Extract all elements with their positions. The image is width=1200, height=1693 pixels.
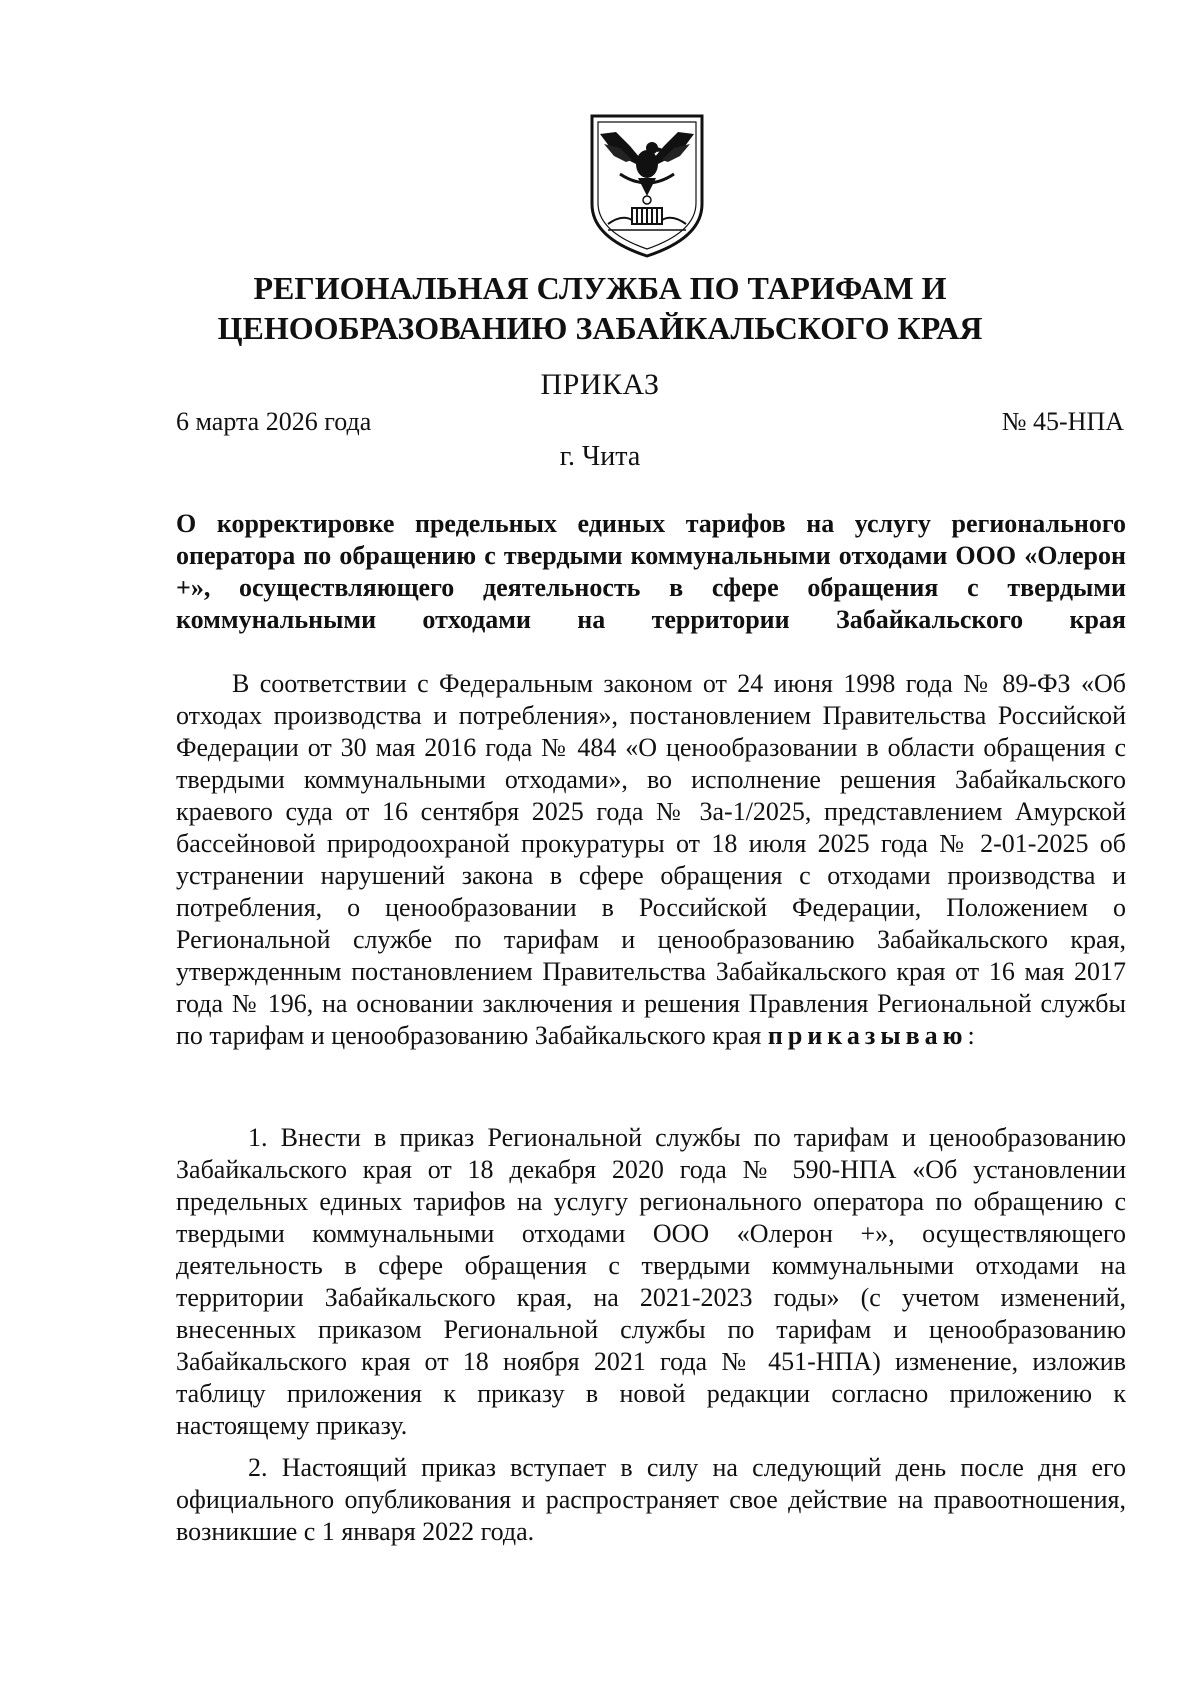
document-date: 6 марта 2026 года [176, 407, 372, 436]
order-item-1: 1. Внести в приказ Региональной службы по тарифам и ценообразованию Забайкальского края от 18 декабря 2020 года № 590-НПА «Об установлении предельных единых тарифов на услугу регионального оператора по обращению с твердыми коммунальными отходами ООО «Олерон +», осуществляющего деятельность в сфере обращения с твердыми коммунальными отходами на территории Забайкальского края, на 2021-2023 годы» (с учетом изменений, внесенных приказом Региональной службы по тарифам и ценообразованию Забайкальского края от 18 ноября 2021 года № 451-НПА) изменение, изложив таблицу приложения к приказу в новой редакции согласно приложению к настоящему приказу. [176, 1123, 1126, 1440]
preamble-text: В соответствии с Федеральным законом от 24 июня 1998 года № 89-ФЗ «Об отходах производства и потребления», постановлением Правительства Российской Федерации от 30 мая 2016 года № 484 «О ценообразовании в области обращения с твердыми коммунальными отходами», во исполнение решения Забайкальского краевого суда от 16 сентября 2025 года № 3а-1/2025, представлением Амурской бассейновой природоохраной прокуратуры от 18 июля 2025 года № 2-01-2025 об устранении нарушений закона в сфере обращения с отходами производства и потребления, о ценообразовании в Российской Федерации, Положением о Региональной службе по тарифам и ценообразованию Забайкальского края, утвержденным постановлением Правительства Забайкальского края от 16 мая 2017 года № 196, на основании заключения и решения Правления Региональной службы по тарифам и ценообразованию Забайкальского края [176, 669, 1126, 1050]
preamble-colon: : [967, 1021, 975, 1050]
organization-title-line-2: ЦЕНООБРАЗОВАНИЮ ЗАБАЙКАЛЬСКОГО КРАЯ [217, 310, 983, 346]
document-number: № 45-НПА [1001, 407, 1124, 436]
document-subject: О корректировке предельных единых тарифов на услугу регионального оператора по обращению с твердыми коммунальными отходами ООО «Олерон +», осуществляющего деятельность в сфере обращения с твердыми коммунальными отходами на территории Забайкальского края [176, 509, 1126, 634]
document-type: ПРИКАЗ [540, 368, 660, 401]
order-word: приказываю [767, 1021, 968, 1050]
order-item-2: 2. Настоящий приказ вступает в силу на следующий день после дня его официального опубликования и распространяет свое действие на правоотношения, возникшие с 1 января 2022 года. [176, 1453, 1126, 1546]
preamble-paragraph [176, 668, 1126, 1052]
coat-of-arms-icon [586, 112, 708, 260]
organization-title [150, 268, 1050, 348]
organization-title-line-1: РЕГИОНАЛЬНАЯ СЛУЖБА ПО ТАРИФАМ И [253, 270, 947, 306]
document-city: г. Чита [559, 441, 641, 472]
